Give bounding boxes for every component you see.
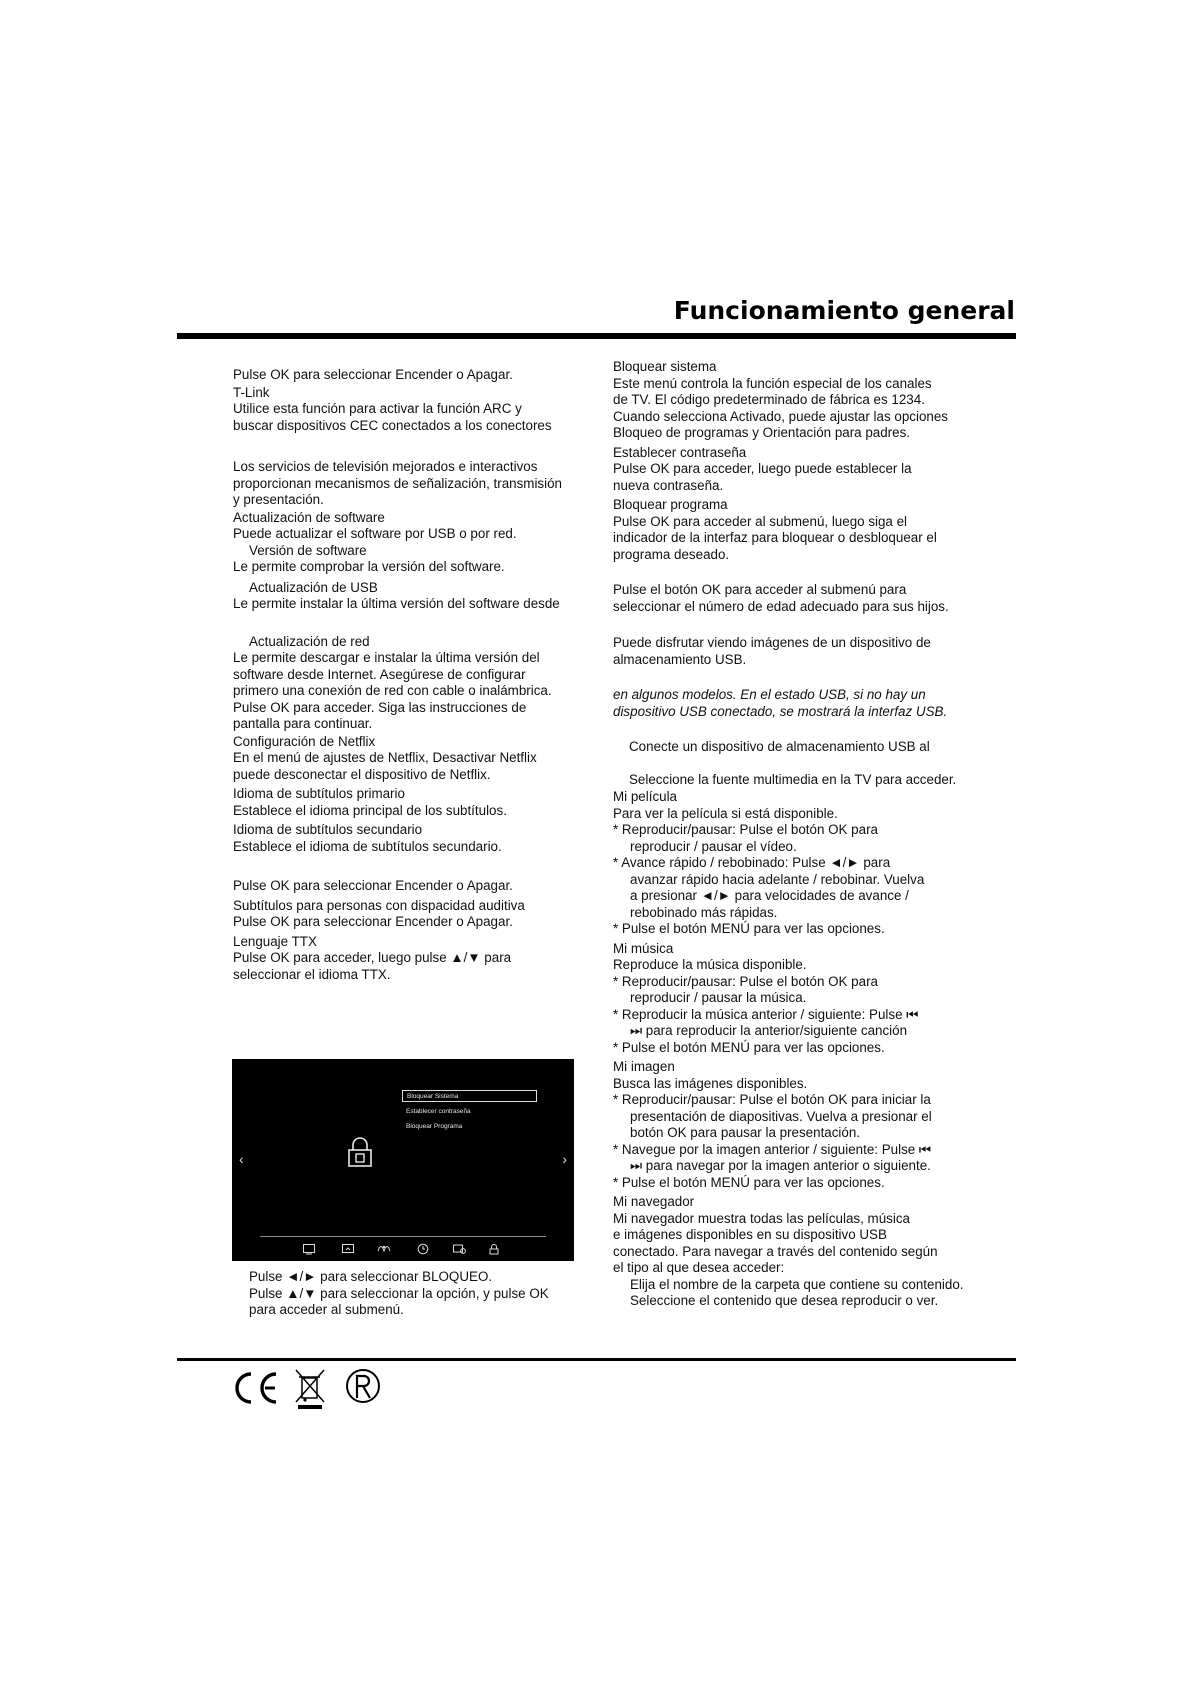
setup-icon — [452, 1243, 466, 1255]
section-heading: Actualización de red — [249, 633, 370, 649]
text-line: Cuando selecciona Activado, puede ajustar las opciones — [613, 408, 948, 424]
section-heading: Bloquear sistema — [613, 359, 717, 374]
text-line: rebobinado más rápidas. — [630, 904, 778, 920]
section-heading: Lenguaje TTX — [233, 933, 317, 949]
rohs-icon — [347, 1370, 379, 1402]
text-line: seleccionar el idioma TTX. — [233, 966, 391, 982]
left-column — [233, 367, 589, 983]
list-item: * Reproducir la música anterior / siguiente: Pulse ⏮ — [613, 1006, 919, 1022]
text-line: Puede disfrutar viendo imágenes de un dispositivo de — [613, 635, 931, 650]
text-line: Para ver la película si está disponible. — [613, 805, 838, 821]
text-line: Le permite instalar la última versión del software desde — [233, 596, 560, 611]
text-line: conectado. Para navegar a través del contenido según — [613, 1243, 938, 1259]
section-heading: Establecer contraseña — [613, 444, 747, 460]
screenshot-caption — [249, 1269, 589, 1319]
chevron-right-icon: › — [562, 1151, 567, 1167]
list-item: * Reproducir/pausar: Pulse el botón OK para — [613, 822, 878, 837]
page-title: Funcionamiento general — [673, 296, 1015, 325]
text-line: e imágenes disponibles en su dispositivo USB — [613, 1227, 887, 1242]
text-line: Conecte un dispositivo de almacenamiento USB al — [629, 739, 930, 754]
text-line: Este menú controla la función especial de los canales — [613, 375, 932, 391]
section-heading: Mi navegador — [613, 1194, 695, 1209]
text-line: para acceder al submenú. — [249, 1302, 404, 1317]
menu-item-bloquear-sistema: Bloquear Sistema — [402, 1090, 537, 1102]
text-line: ⏭ para reproducir la anterior/siguiente canción — [630, 1023, 908, 1038]
text-line: buscar dispositivos CEC conectados a los conectores — [233, 417, 552, 433]
text-line: primero una conexión de red con cable o inalámbrica. — [233, 683, 552, 698]
text-line: Seleccione el contenido que desea reproducir o ver. — [630, 1293, 939, 1308]
list-item: * Reproducir/pausar: Pulse el botón OK para — [613, 973, 878, 989]
note-line: en algunos modelos. En el estado USB, si no hay un — [613, 687, 926, 702]
list-item: * Pulse el botón MENÚ para ver las opciones. — [613, 1174, 885, 1190]
text-line: Bloqueo de programas y Orientación para padres. — [613, 425, 911, 440]
text-line: Pulse OK para seleccionar Encender o Apagar. — [233, 914, 513, 929]
text-line: Le permite comprobar la versión del software. — [233, 559, 505, 574]
text-line: pantalla para continuar. — [233, 716, 373, 731]
ce-mark-icon — [237, 1374, 276, 1402]
text-line: Elija el nombre de la carpeta que contiene su contenido. — [630, 1276, 964, 1292]
footer-rule — [177, 1358, 1016, 1361]
section-heading: Subtítulos para personas con dispacidad auditiva — [233, 897, 525, 913]
list-item: * Avance rápido / rebobinado: Pulse ◄/► para — [613, 855, 891, 870]
text-line: Pulse OK para acceder, luego puede establecer la — [613, 461, 912, 476]
text-line: Pulse OK para seleccionar Encender o Apagar. — [233, 367, 513, 382]
note-line: dispositivo USB conectado, se mostrará la interfaz USB. — [613, 703, 948, 719]
section-heading: T-Link — [233, 384, 270, 400]
section-heading: Actualización de USB — [249, 579, 378, 595]
text-line: y presentación. — [233, 492, 324, 507]
lock-icon — [487, 1243, 501, 1255]
text-line: a presionar ◄/► para velocidades de avance / — [630, 888, 909, 903]
text-line: Pulse OK para acceder, luego pulse ▲/▼ para — [233, 950, 512, 965]
picture-icon — [302, 1243, 316, 1255]
tv-menu-screenshot — [232, 1059, 574, 1261]
section-heading: Configuración de Netflix — [233, 733, 376, 749]
weee-bin-icon — [296, 1370, 324, 1409]
chevron-left-icon: ‹ — [239, 1151, 244, 1167]
text-line: Puede actualizar el software por USB o por red. — [233, 526, 517, 541]
text-line: Establece el idioma principal de los subtítulos. — [233, 802, 507, 818]
text-line: de TV. El código predeterminado de fábrica es 1234. — [613, 392, 925, 407]
text-line: Utilice esta función para activar la función ARC y — [233, 401, 522, 416]
compliance-marks — [232, 1366, 392, 1411]
text-line: Pulse ▲/▼ para seleccionar la opción, y pulse OK — [249, 1285, 549, 1301]
text-line: Pulse ◄/► para seleccionar BLOQUEO. — [249, 1269, 493, 1284]
sound-icon — [341, 1243, 355, 1255]
text-line: puede desconectar el dispositivo de Netflix. — [233, 766, 491, 782]
channel-icon — [377, 1243, 391, 1255]
list-item: * Reproducir/pausar: Pulse el botón OK para iniciar la — [613, 1092, 931, 1107]
text-line: software desde Internet. Asegúrese de configurar — [233, 666, 526, 682]
text-line: Pulse OK para acceder al submenú, luego siga el — [613, 513, 908, 529]
section-heading: Versión de software — [249, 542, 367, 558]
menu-bar-divider — [260, 1236, 546, 1237]
text-line: ⏭ para navegar por la imagen anterior o siguiente. — [630, 1158, 931, 1173]
section-heading: Mi imagen — [613, 1059, 675, 1074]
text-line: el tipo al que desea acceder: — [613, 1260, 785, 1275]
menu-item-establecer-contrasena: Establecer contraseña — [406, 1108, 471, 1115]
text-line: Pulse OK para acceder. Siga las instrucciones de — [233, 699, 527, 715]
text-line: almacenamiento USB. — [613, 651, 747, 667]
list-item: * Pulse el botón MENÚ para ver las opciones. — [613, 921, 885, 936]
section-heading: Actualización de software — [233, 509, 385, 525]
list-item: * Pulse el botón MENÚ para ver las opciones. — [613, 1039, 885, 1055]
text-line: reproducir / pausar la música. — [630, 990, 807, 1005]
text-line: En el menú de ajustes de Netflix, Desactivar Netflix — [233, 750, 537, 765]
text-line: seleccionar el número de edad adecuado para sus hijos. — [613, 598, 949, 614]
text-line: Pulse OK para seleccionar Encender o Apagar. — [233, 878, 513, 893]
text-line: botón OK para pausar la presentación. — [630, 1125, 861, 1140]
text-line: reproducir / pausar el vídeo. — [630, 838, 797, 854]
section-heading: Idioma de subtítulos secundario — [233, 822, 423, 837]
text-line: Pulse el botón OK para acceder al submenú para — [613, 582, 907, 597]
text-line: proporcionan mecanismos de señalización, transmisión — [233, 475, 562, 491]
text-line: programa deseado. — [613, 546, 730, 562]
text-line: nueva contraseña. — [613, 477, 724, 493]
text-line: Le permite descargar e instalar la última versión del — [233, 650, 540, 665]
section-heading: Bloquear programa — [613, 497, 728, 512]
text-line: presentación de diapositivas. Vuelva a presionar el — [630, 1108, 932, 1124]
text-line: Los servicios de televisión mejorados e interactivos — [233, 459, 538, 474]
timer-icon — [416, 1243, 430, 1255]
text-line: Mi navegador muestra todas las películas, música — [613, 1210, 910, 1226]
section-heading: Mi música — [613, 940, 674, 956]
text-line: Reproduce la música disponible. — [613, 957, 807, 972]
text-line: Seleccione la fuente multimedia en la TV para acceder. — [629, 771, 957, 787]
padlock-icon — [347, 1136, 373, 1168]
section-heading: Mi película — [613, 789, 678, 804]
menu-item-bloquear-programa: Bloquear Programa — [406, 1123, 463, 1130]
text-line: indicador de la interfaz para bloquear o desbloquear el — [613, 530, 937, 545]
text-line: Establece el idioma de subtítulos secundario. — [233, 838, 502, 854]
right-column — [613, 359, 968, 1310]
list-item: * Navegue por la imagen anterior / siguiente: Pulse ⏮ — [613, 1141, 931, 1157]
text-line: avanzar rápido hacia adelante / rebobinar. Vuelva — [630, 871, 925, 887]
header-rule — [177, 333, 1016, 339]
section-heading: Idioma de subtítulos primario — [233, 786, 405, 801]
text-line: Busca las imágenes disponibles. — [613, 1075, 808, 1091]
